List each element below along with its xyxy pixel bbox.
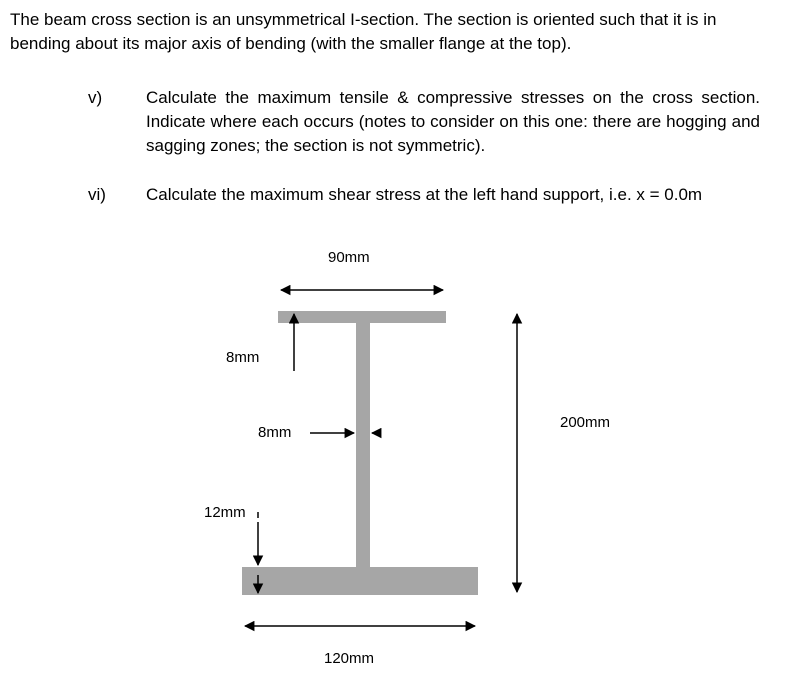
bottom-flange-thickness-label: 12mm bbox=[204, 504, 246, 521]
question-number-v: v) bbox=[88, 88, 103, 107]
top-flange-thickness-label: 8mm bbox=[226, 349, 260, 366]
top-flange-width-label: 90mm bbox=[328, 249, 370, 266]
i-section-shape bbox=[242, 311, 478, 595]
web bbox=[356, 323, 370, 567]
bottom-flange-width-label: 120mm bbox=[324, 650, 375, 667]
question-number-vi: vi) bbox=[88, 185, 106, 204]
top-flange bbox=[278, 311, 446, 323]
question-text-vi: Calculate the maximum shear stress at the left hand support, i.e. x = 0.0m bbox=[146, 185, 703, 204]
web-thickness-label: 8mm bbox=[258, 424, 292, 441]
bottom-flange bbox=[242, 567, 478, 595]
question-text-v: Calculate the maximum tensile & compressive stresses on the cross section. Indicate where each occurs (notes to consider on this one: there are hogging and sagging zones; the section is not symmetric). bbox=[146, 88, 760, 155]
problem-intro: The beam cross section is an unsymmetrical I-section. The section is oriented such that it is in bending about its major axis of bending (with the smaller flange at the top). bbox=[10, 10, 717, 53]
overall-depth-label: 200mm bbox=[560, 414, 611, 431]
